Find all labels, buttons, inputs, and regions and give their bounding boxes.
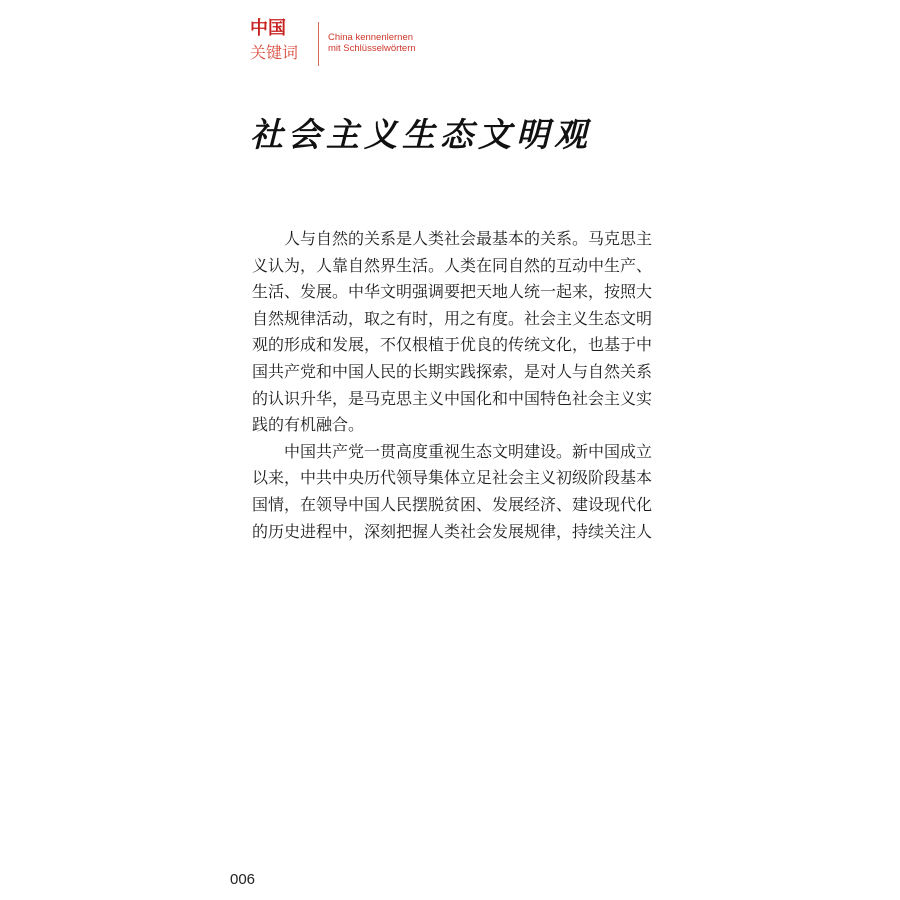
- body-line: 中国共产党一贯高度重视生态文明建设。新中国成立: [252, 441, 653, 461]
- series-name-line2: 关键词: [250, 43, 299, 62]
- series-subtitle-line1: China kennenlernen: [328, 32, 414, 43]
- body-line: 国情，在领导中国人民摆脱贫困、发展经济、建设现代化: [252, 494, 653, 514]
- body-line: 的认识升华，是马克思主义中国化和中国特色社会主义实: [252, 388, 653, 408]
- page-header: [250, 18, 510, 68]
- body-line: 以来，中共中央历代领导集体立足社会主义初级阶段基本: [252, 468, 653, 488]
- page-number: 006: [230, 871, 256, 888]
- chapter-title: 社会主义生态文明观: [250, 115, 592, 154]
- body-line: 义认为，人靠自然界生活。人类在同自然的互动中生产、: [252, 255, 653, 275]
- series-subtitle-line2: mit Schlüsselwörtern: [328, 43, 416, 54]
- body-line: 人与自然的关系是人类社会最基本的关系。马克思主: [252, 229, 653, 248]
- body-line: 自然规律活动，取之有时，用之有度。社会主义生态文明: [252, 308, 653, 328]
- body-line: 的历史进程中，深刻把握人类社会发展规律，持续关注人: [252, 521, 653, 541]
- body-line: 生活、发展。中华文明强调要把天地人统一起来，按照大: [252, 282, 653, 302]
- series-name-line1: 中国: [250, 18, 286, 39]
- series-subtitle: [328, 32, 416, 54]
- body-text: [252, 226, 657, 545]
- body-line: 国共产党和中国人民的长期实践探索，是对人与自然关系: [252, 361, 653, 381]
- header-divider: [318, 22, 319, 66]
- body-line: 观的形成和发展，不仅根植于优良的传统文化，也基于中: [252, 335, 653, 355]
- body-line: 践的有机融合。: [252, 415, 365, 435]
